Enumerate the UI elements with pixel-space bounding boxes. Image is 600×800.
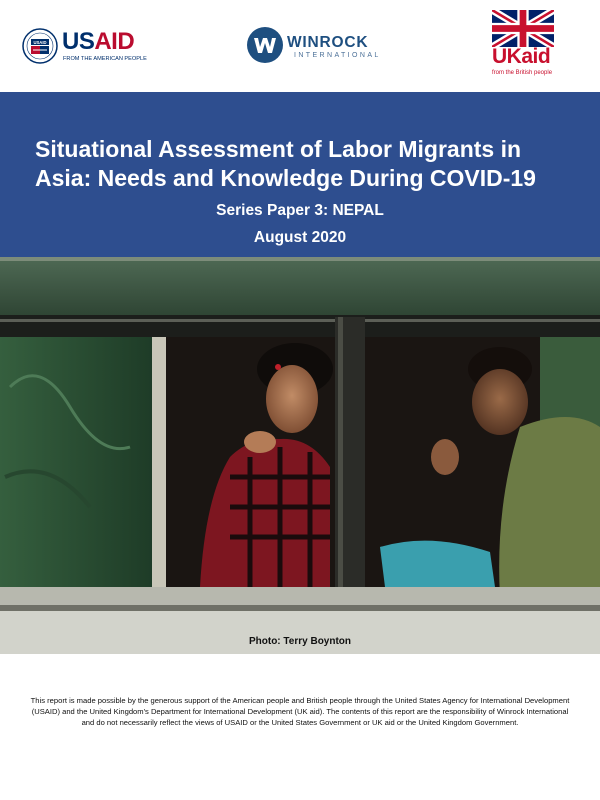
report-title: Situational Assessment of Labor Migrants in Asia: Needs and Knowledge During COVID-19 — [35, 136, 536, 191]
report-date: August 2020 — [253, 229, 347, 246]
winrock-mark-icon — [246, 26, 284, 64]
funding-disclaimer: This report is made possible by the generous support of the American people and British people through the United States Agency for International Development (USAID) and the United Kingdom's Department for International Development (UK aid). The contents of this report are the responsibility of Winrock International and do not necessarily reflect the views of USAID or the United States Government or UK aid or the United Kingdom Government. — [30, 696, 570, 727]
ukaid-logo — [490, 10, 570, 80]
ukaid-wordmark-aid: aid — [521, 45, 551, 68]
winrock-logo — [246, 26, 381, 66]
logo-bar — [0, 0, 600, 92]
usaid-seal-text: USAID — [33, 40, 47, 45]
usaid-wordmark-us: US — [62, 28, 95, 55]
ukaid-tagline: from the British people — [492, 70, 553, 76]
cover-photo — [0, 257, 600, 654]
usaid-seal-icon — [22, 28, 58, 64]
photo-credit: Photo: Terry Boynton — [248, 636, 352, 647]
union-jack-icon — [492, 10, 554, 47]
series-label: Series Paper 3: NEPAL — [216, 202, 384, 219]
winrock-subtitle: INTERNATIONAL — [294, 52, 381, 59]
usaid-logo — [22, 28, 152, 68]
usaid-tagline: FROM THE AMERICAN PEOPLE — [63, 56, 147, 62]
usaid-wordmark — [62, 30, 134, 54]
ukaid-wordmark-uk: UK — [492, 45, 522, 68]
ukaid-wordmark — [492, 46, 550, 68]
bus-window-photo — [0, 257, 600, 654]
usaid-wordmark-aid: AID — [94, 28, 135, 55]
winrock-name: WINROCK — [287, 34, 369, 51]
